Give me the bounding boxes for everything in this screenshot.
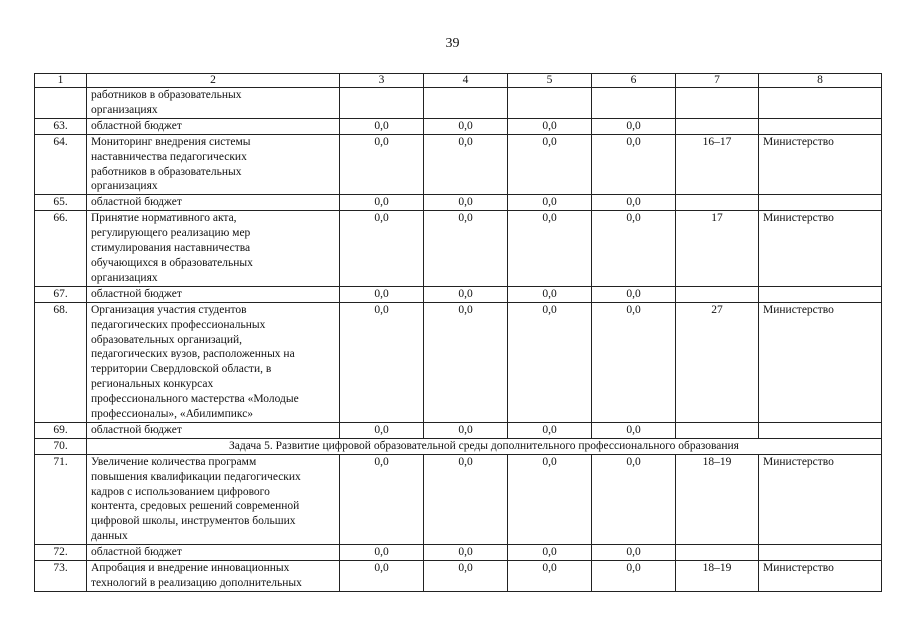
row-number: 67. xyxy=(35,286,87,302)
table-row xyxy=(35,302,882,422)
activity-description: областной бюджет xyxy=(87,118,340,134)
funding-value-col6: 0,0 xyxy=(592,561,676,592)
funding-value-col5 xyxy=(508,88,592,119)
activity-description: областной бюджет xyxy=(87,422,340,438)
table-row xyxy=(35,545,882,561)
responsible-executor: Министерство xyxy=(759,454,882,544)
funding-value-col4: 0,0 xyxy=(424,211,508,287)
funding-value-col6 xyxy=(592,88,676,119)
funding-value-col6: 0,0 xyxy=(592,454,676,544)
target-indicator-ref: 27 xyxy=(676,302,759,422)
activity-description: работников в образовательных организациях xyxy=(87,88,340,119)
funding-value-col3: 0,0 xyxy=(340,211,424,287)
funding-value-col3: 0,0 xyxy=(340,195,424,211)
funding-value-col5: 0,0 xyxy=(508,454,592,544)
responsible-executor xyxy=(759,422,882,438)
funding-value-col5: 0,0 xyxy=(508,561,592,592)
activity-description: областной бюджет xyxy=(87,286,340,302)
funding-value-col4: 0,0 xyxy=(424,134,508,195)
activity-description: областной бюджет xyxy=(87,545,340,561)
responsible-executor: Министерство xyxy=(759,134,882,195)
target-indicator-ref xyxy=(676,118,759,134)
funding-value-col5: 0,0 xyxy=(508,195,592,211)
funding-value-col4: 0,0 xyxy=(424,286,508,302)
funding-value-col3: 0,0 xyxy=(340,286,424,302)
funding-value-col5: 0,0 xyxy=(508,545,592,561)
funding-value-col3: 0,0 xyxy=(340,422,424,438)
funding-value-col6: 0,0 xyxy=(592,195,676,211)
table-row xyxy=(35,88,882,119)
funding-value-col5: 0,0 xyxy=(508,422,592,438)
funding-value-col6: 0,0 xyxy=(592,118,676,134)
column-header: 7 xyxy=(676,74,759,88)
table-row xyxy=(35,211,882,287)
funding-value-col3: 0,0 xyxy=(340,545,424,561)
target-indicator-ref: 18–19 xyxy=(676,454,759,544)
table-row xyxy=(35,422,882,438)
table-row xyxy=(35,454,882,544)
target-indicator-ref xyxy=(676,545,759,561)
funding-value-col3: 0,0 xyxy=(340,134,424,195)
funding-value-col4: 0,0 xyxy=(424,118,508,134)
funding-value-col3: 0,0 xyxy=(340,454,424,544)
row-number: 71. xyxy=(35,454,87,544)
column-header: 3 xyxy=(340,74,424,88)
responsible-executor xyxy=(759,118,882,134)
column-header: 5 xyxy=(508,74,592,88)
row-number: 65. xyxy=(35,195,87,211)
table-row xyxy=(35,195,882,211)
funding-value-col5: 0,0 xyxy=(508,302,592,422)
responsible-executor: Министерство xyxy=(759,302,882,422)
row-number: 63. xyxy=(35,118,87,134)
row-number: 69. xyxy=(35,422,87,438)
funding-value-col6: 0,0 xyxy=(592,134,676,195)
column-header: 2 xyxy=(87,74,340,88)
target-indicator-ref xyxy=(676,286,759,302)
column-header: 6 xyxy=(592,74,676,88)
activity-description: Принятие нормативного акта, регулирующего реализацию мер стимулирования наставничества обучающихся в образовательных организациях xyxy=(87,211,340,287)
column-header: 4 xyxy=(424,74,508,88)
activity-description: Увеличение количества программ повышения квалификации педагогических кадров с использованием цифрового контента, средовых решений современной цифровой школы, инструментов больших данных xyxy=(87,454,340,544)
funding-value-col3: 0,0 xyxy=(340,302,424,422)
responsible-executor: Министерство xyxy=(759,211,882,287)
target-indicator-ref: 18–19 xyxy=(676,561,759,592)
funding-value-col4: 0,0 xyxy=(424,454,508,544)
responsible-executor xyxy=(759,286,882,302)
funding-value-col6: 0,0 xyxy=(592,211,676,287)
target-indicator-ref xyxy=(676,195,759,211)
target-indicator-ref: 16–17 xyxy=(676,134,759,195)
activity-description: областной бюджет xyxy=(87,195,340,211)
table-row xyxy=(35,134,882,195)
target-indicator-ref xyxy=(676,88,759,119)
funding-value-col4 xyxy=(424,88,508,119)
task-title: Задача 5. Развитие цифровой образовательной среды дополнительного профессионального образования xyxy=(87,438,882,454)
row-number xyxy=(35,88,87,119)
funding-value-col5: 0,0 xyxy=(508,211,592,287)
target-indicator-ref: 17 xyxy=(676,211,759,287)
task-heading-row xyxy=(35,438,882,454)
funding-value-col6: 0,0 xyxy=(592,545,676,561)
funding-value-col4: 0,0 xyxy=(424,545,508,561)
funding-value-col4: 0,0 xyxy=(424,561,508,592)
funding-value-col4: 0,0 xyxy=(424,195,508,211)
column-header: 8 xyxy=(759,74,882,88)
funding-value-col3: 0,0 xyxy=(340,118,424,134)
responsible-executor xyxy=(759,195,882,211)
activity-description: Мониторинг внедрения системы наставничества педагогических работников в образовательных организациях xyxy=(87,134,340,195)
row-number: 70. xyxy=(35,438,87,454)
responsible-executor: Министерство xyxy=(759,561,882,592)
row-number: 68. xyxy=(35,302,87,422)
table-row xyxy=(35,286,882,302)
funding-value-col3 xyxy=(340,88,424,119)
funding-value-col6: 0,0 xyxy=(592,302,676,422)
row-number: 73. xyxy=(35,561,87,592)
target-indicator-ref xyxy=(676,422,759,438)
program-table xyxy=(34,73,882,592)
activity-description: Апробация и внедрение инновационных технологий в реализацию дополнительных xyxy=(87,561,340,592)
responsible-executor xyxy=(759,88,882,119)
column-header: 1 xyxy=(35,74,87,88)
row-number: 66. xyxy=(35,211,87,287)
funding-value-col4: 0,0 xyxy=(424,422,508,438)
table-row xyxy=(35,561,882,592)
responsible-executor xyxy=(759,545,882,561)
row-number: 72. xyxy=(35,545,87,561)
funding-value-col6: 0,0 xyxy=(592,422,676,438)
page-number: 39 xyxy=(445,36,460,51)
activity-description: Организация участия студентов педагогических профессиональных образовательных организаций, педагогических вузов, расположенных на территории Свердловской области, в региональных конкурсах профессионального мастерства «Молодые профессионалы», «Абилимпикс» xyxy=(87,302,340,422)
funding-value-col3: 0,0 xyxy=(340,561,424,592)
funding-value-col5: 0,0 xyxy=(508,134,592,195)
column-number-header-row xyxy=(35,74,882,88)
funding-value-col5: 0,0 xyxy=(508,118,592,134)
funding-value-col5: 0,0 xyxy=(508,286,592,302)
row-number: 64. xyxy=(35,134,87,195)
table-row xyxy=(35,118,882,134)
funding-value-col4: 0,0 xyxy=(424,302,508,422)
funding-value-col6: 0,0 xyxy=(592,286,676,302)
